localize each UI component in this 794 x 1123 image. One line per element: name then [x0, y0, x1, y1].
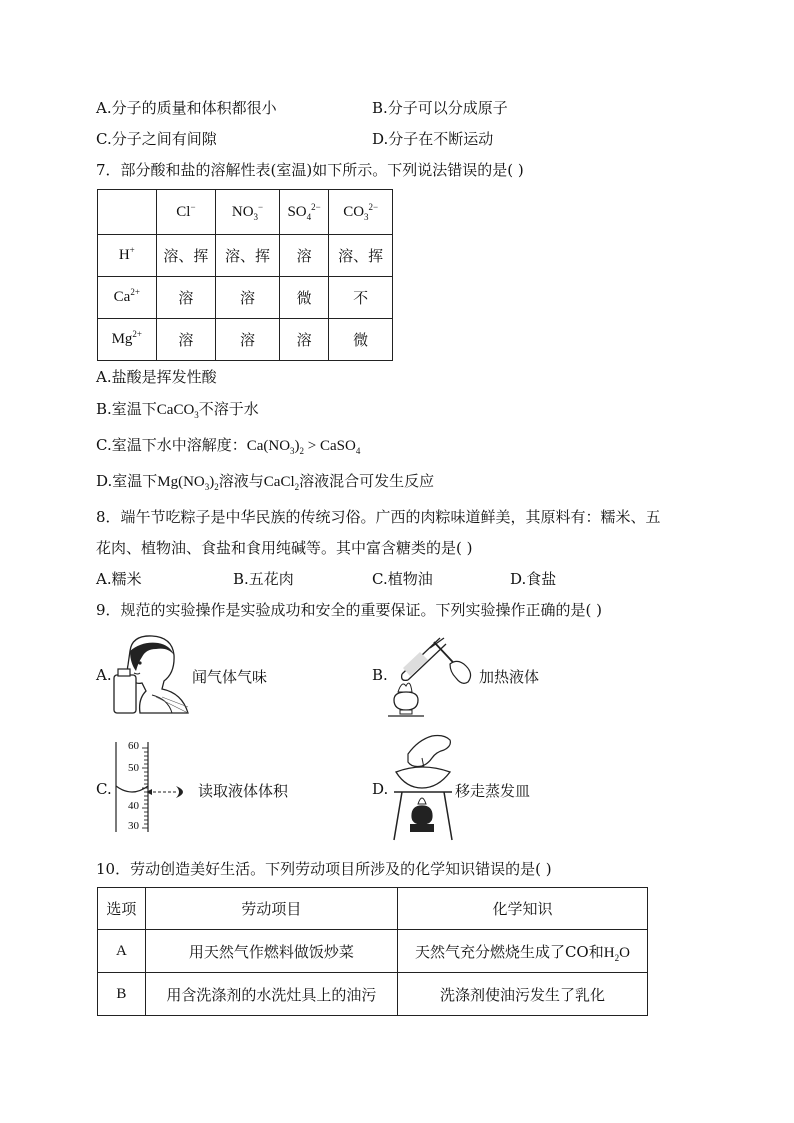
q6-option-b: B.分子可以分成原子 [372, 99, 508, 117]
scale-label-40: 40 [128, 800, 139, 812]
graduated-cylinder-illustration [110, 738, 200, 834]
q9-option-b-label: 加热液体 [479, 668, 540, 686]
scale-label-30: 30 [128, 820, 139, 832]
q7-option-c: C.室温下水中溶解度：$Ca(NO_3)_2$ > CaSO$_4$ [96, 436, 361, 456]
q9-option-b-letter: B. [372, 666, 388, 684]
table-cell: 溶 [279, 235, 329, 277]
table-corner-cell [98, 190, 157, 235]
q9-option-d-label: 移走蒸发皿 [455, 782, 531, 800]
q8-option-c: C.植物油 [372, 570, 433, 588]
row-option-b: B [98, 973, 146, 1016]
row-header-h: H+ [98, 235, 157, 277]
table-cell: 不 [329, 277, 393, 319]
q8-option-d: D.食盐 [510, 570, 557, 588]
table-cell: 微 [329, 319, 393, 361]
col-header-so4: $SO_4^{2-}$ [279, 190, 329, 235]
q7-option-b: B.室温下CaCO$_3$不溶于水 [96, 400, 259, 420]
col-header-cl: Cl− [156, 190, 216, 235]
q6-option-a: A.分子的质量和体积都很小 [96, 99, 277, 117]
smell-gas-illustration [112, 633, 190, 715]
q9-option-a-letter: A. [96, 666, 112, 684]
scale-label-50: 50 [128, 762, 139, 774]
table-cell: 溶、挥 [156, 235, 216, 277]
evaporating-dish-illustration [388, 732, 458, 842]
table-cell: 溶 [279, 319, 329, 361]
q9-stem: 9．规范的实验操作是实验成功和安全的重要保证。下列实验操作正确的是( ) [96, 601, 603, 619]
q8-stem-line1: 8．端午节吃粽子是中华民族的传统习俗。广西的肉粽味道鲜美，其原料有：糯米、五 [96, 508, 661, 526]
row-task-a: 用天然气作燃料做饭炒菜 [145, 930, 397, 973]
table-cell: 溶 [156, 319, 216, 361]
q9-option-c-letter: C. [96, 780, 112, 798]
q9-option-c-label: 读取液体体积 [198, 782, 289, 800]
row-header-ca: $Ca^{2+}$ [98, 277, 157, 319]
col-header-co3: $CO_3^{2-}$ [329, 190, 393, 235]
row-knowledge-a: 天然气充分燃烧生成了CO和$H_2O$ [397, 930, 647, 973]
q10-stem: 10．劳动创造美好生活。下列劳动项目所涉及的化学知识错误的是( ) [96, 860, 552, 878]
row-option-a: A [98, 930, 146, 973]
table-cell: 溶、挥 [329, 235, 393, 277]
q9-option-d-letter: D. [372, 780, 389, 798]
table-cell: 溶 [156, 277, 216, 319]
labor-knowledge-table [97, 887, 648, 1016]
header-option: 选项 [98, 888, 146, 930]
q6-option-c: C.分子之间有间隙 [96, 130, 217, 148]
header-task: 劳动项目 [145, 888, 397, 930]
table-cell: 微 [279, 277, 329, 319]
q6-option-d: D.分子在不断运动 [372, 130, 494, 148]
q8-option-a: A.糯米 [96, 570, 142, 588]
table-cell: 溶 [216, 277, 280, 319]
col-header-no3: $NO_3^-$ [216, 190, 280, 235]
header-knowledge: 化学知识 [397, 888, 647, 930]
q9-option-a-label: 闻气体气味 [192, 668, 268, 686]
row-task-b: 用含洗涤剂的水洗灶具上的油污 [145, 973, 397, 1016]
q7-option-a: A.盐酸是挥发性酸 [96, 368, 217, 386]
table-cell: 溶、挥 [216, 235, 280, 277]
row-knowledge-b: 洗涤剂使油污发生了乳化 [397, 973, 647, 1016]
row-header-mg: $Mg^{2+}$ [98, 319, 157, 361]
heat-liquid-illustration [384, 630, 476, 722]
q8-option-b: B.五花肉 [233, 570, 294, 588]
q7-stem: 7．部分酸和盐的溶解性表(室温)如下所示。下列说法错误的是( ) [96, 161, 524, 179]
table-cell: 溶 [216, 319, 280, 361]
q8-stem-line2: 花肉、植物油、食盐和食用纯碱等。其中富含糖类的是( ) [96, 539, 473, 557]
scale-label-60: 60 [128, 740, 139, 752]
q7-option-d: D.室温下$Mg(NO_3)_2$溶液与CaCl$_2$溶液混合可发生反应 [96, 472, 435, 492]
solubility-table [97, 189, 393, 361]
